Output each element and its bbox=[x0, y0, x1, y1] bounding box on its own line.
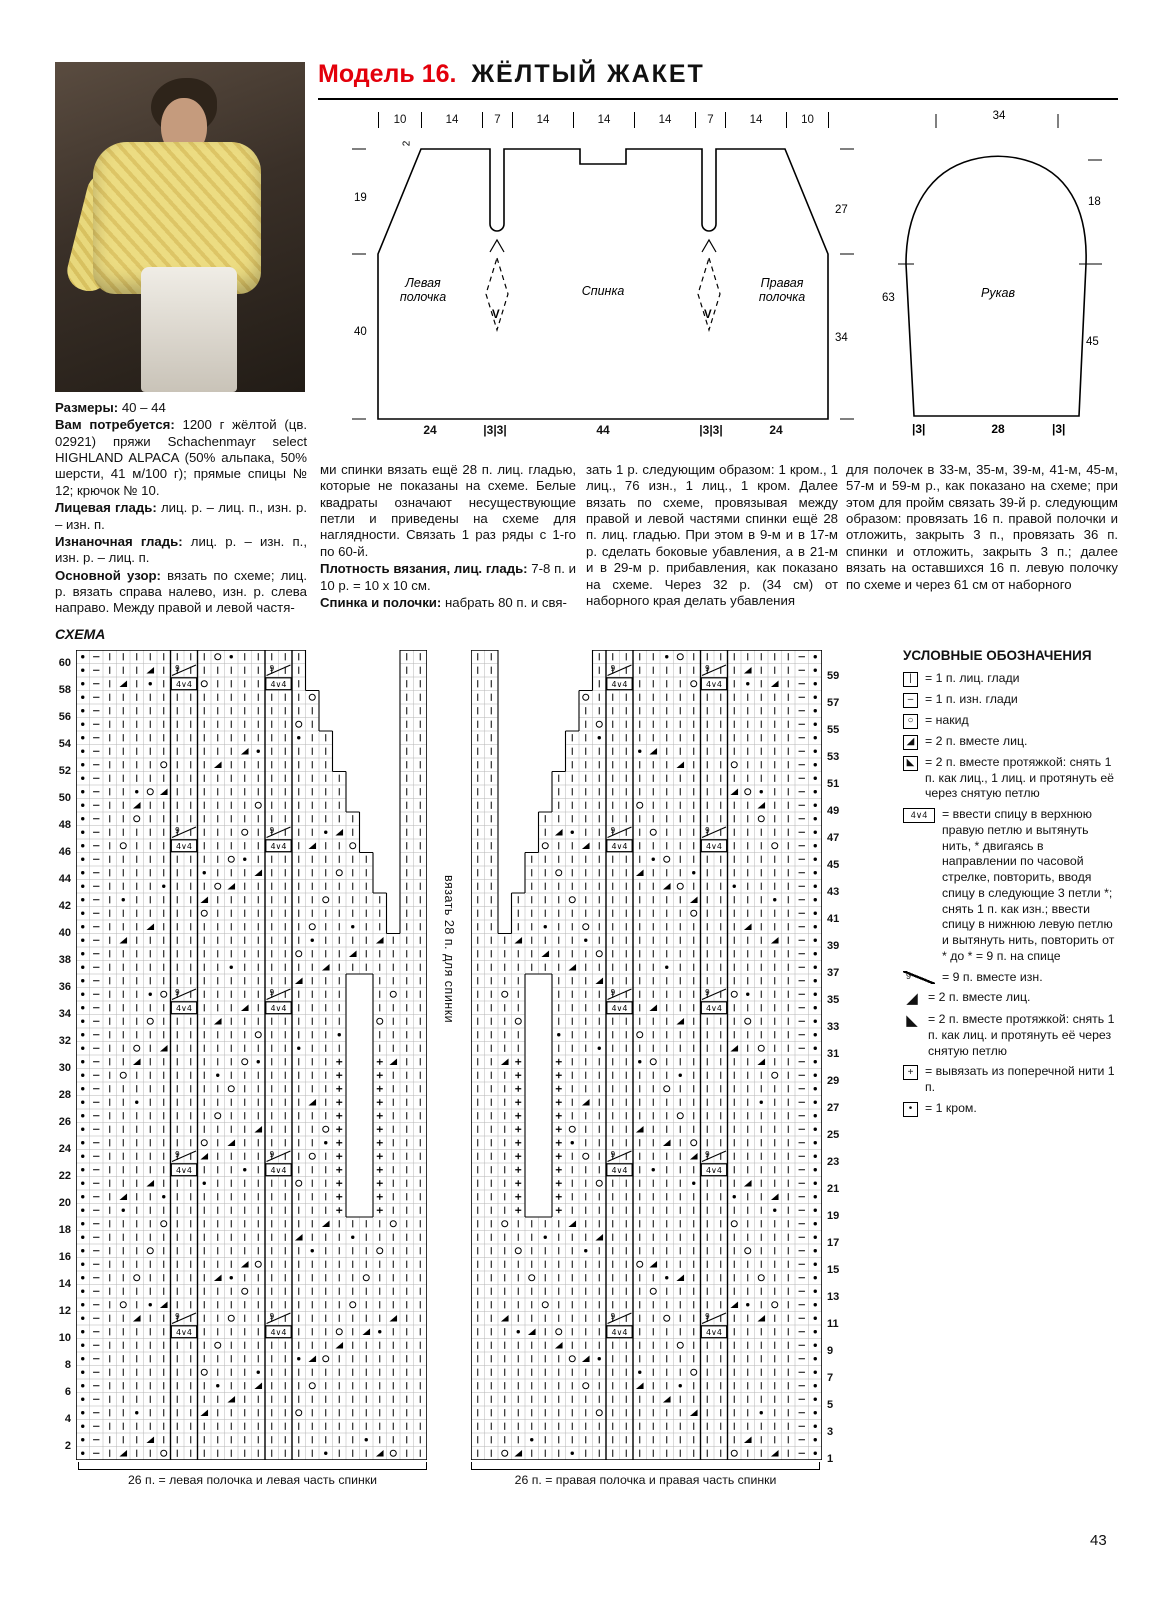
paragraph: Плотность вязания, лиц. гладь: 7-8 п. и 10 р. = 10 х 10 см. bbox=[320, 561, 576, 593]
svg-text:9: 9 bbox=[705, 664, 710, 673]
model-number-label: Модель 16. bbox=[318, 60, 457, 88]
measure-value: 14 bbox=[573, 112, 634, 128]
chart-left-panel bbox=[76, 650, 427, 1460]
svg-text:9: 9 bbox=[269, 1150, 275, 1159]
row-number: 56 bbox=[58, 711, 71, 723]
sleeve-measure-45: 45 bbox=[1086, 336, 1099, 348]
legend-text: = вывязать из поперечной нити 1 п. bbox=[925, 1064, 1115, 1095]
row-number: 60 bbox=[58, 657, 71, 669]
paragraph: Вам потребуется: 1200 г жёлтой (цв. 02921) пряжи Schachenmayr select HIGHLAND ALPACA (50% альпака, 50% шерсти, 41 м/100 г); прямые спицы № 12; крючок № 10. bbox=[55, 417, 307, 498]
svg-text:4∨4: 4∨4 bbox=[611, 1165, 628, 1175]
svg-text:9: 9 bbox=[175, 1312, 180, 1321]
paragraph: Основной узор: вязать по схеме; лиц. р. вязать справа налево, изн. р. слева направо. Между правой и левой частя- bbox=[55, 567, 307, 616]
row-number: 25 bbox=[827, 1129, 840, 1141]
row-number: 8 bbox=[64, 1359, 71, 1371]
legend-item bbox=[903, 734, 1121, 750]
legend-item bbox=[903, 692, 1121, 708]
row-number: 55 bbox=[827, 724, 840, 736]
svg-text:9: 9 bbox=[705, 1150, 710, 1159]
row-number: 41 bbox=[827, 913, 840, 925]
legend-item bbox=[903, 970, 1121, 986]
row-number: 38 bbox=[58, 954, 71, 966]
row-number: 4 bbox=[64, 1413, 71, 1425]
part-label-left-front: Левая полочка bbox=[399, 276, 447, 304]
chart-row-numbers-left bbox=[50, 650, 76, 1460]
measure-40: 40 bbox=[354, 326, 367, 338]
paragraph: Лицевая гладь: лиц. р. – лиц. п., изн. р. – изн. п. bbox=[55, 500, 307, 532]
legend-text: = 2 п. вместе лиц. bbox=[928, 990, 1031, 1005]
part-label-back: Спинка bbox=[581, 284, 625, 298]
row-number: 54 bbox=[58, 738, 71, 750]
row-number: 45 bbox=[827, 859, 840, 871]
row-number: 52 bbox=[58, 765, 71, 777]
row-number: 30 bbox=[58, 1062, 71, 1074]
chart-right-panel bbox=[471, 650, 822, 1460]
measure-value: 14 bbox=[634, 112, 695, 128]
svg-text:9: 9 bbox=[610, 826, 616, 835]
svg-text:4∨4: 4∨4 bbox=[705, 1003, 723, 1013]
row-number: 11 bbox=[827, 1318, 839, 1330]
legend-text: = 1 п. изн. глади bbox=[925, 692, 1018, 706]
measure-value: 14 bbox=[421, 112, 482, 128]
row-number: 44 bbox=[58, 873, 71, 885]
svg-text:4∨4: 4∨4 bbox=[270, 679, 287, 689]
row-number: 3 bbox=[827, 1426, 834, 1438]
row-number: 26 bbox=[58, 1116, 71, 1128]
row-number: 27 bbox=[827, 1102, 840, 1114]
header-rule bbox=[318, 98, 1118, 100]
svg-text:9: 9 bbox=[269, 826, 275, 835]
legend-item bbox=[903, 990, 1121, 1007]
paragraph: ми спинки вязать ещё 28 п. лиц. гладью, которые не показаны на схеме. Белые квадраты означают несуществующие петли и приведены на схеме для наглядности. Связать 1 раз ряды с 1-го по 60-й. bbox=[320, 462, 576, 559]
svg-text:9: 9 bbox=[705, 1312, 710, 1321]
row-number: 40 bbox=[58, 927, 71, 939]
legend-item bbox=[903, 1064, 1121, 1095]
svg-text:4∨4: 4∨4 bbox=[611, 841, 628, 851]
paragraph: Спинка и полочки: набрать 80 п. и свя- bbox=[320, 594, 567, 610]
svg-text:4∨4: 4∨4 bbox=[175, 679, 193, 689]
purl-stitch-symbol: – bbox=[903, 693, 918, 708]
text-column-1 bbox=[55, 400, 307, 618]
make-one-symbol: + bbox=[903, 1065, 918, 1080]
row-number: 39 bbox=[827, 940, 840, 952]
legend-text: = 1 кром. bbox=[925, 1100, 977, 1115]
row-number: 28 bbox=[58, 1089, 71, 1101]
row-number: 14 bbox=[58, 1278, 71, 1290]
svg-text:9: 9 bbox=[610, 1312, 616, 1321]
row-number: 49 bbox=[827, 805, 840, 817]
chart-heading: СХЕМА bbox=[55, 626, 106, 642]
measure-value: 7 bbox=[482, 112, 512, 128]
svg-text:9: 9 bbox=[705, 988, 710, 997]
row-number: 51 bbox=[827, 778, 840, 790]
row-number: 33 bbox=[827, 1021, 840, 1033]
caption-text: 26 п. = левая полочка и левая часть спинки bbox=[127, 1473, 378, 1487]
page-number: 43 bbox=[1090, 1532, 1107, 1549]
chart-center-gap bbox=[427, 650, 471, 1460]
legend-text: = 9 п. вместе изн. bbox=[942, 969, 1043, 984]
legend-items bbox=[903, 671, 1121, 1117]
svg-text:4∨4: 4∨4 bbox=[175, 841, 193, 851]
row-number: 21 bbox=[827, 1183, 840, 1195]
paragraph: зать 1 р. следующим образом: 1 кром., 1 лиц., 76 изн., 1 лиц., 1 кром. Далее вязать по схеме, провязывая между правой и левой частями спинки ещё 28 п. лиц. гладью. При этом в 9-м и в 17-м р. сделать боковые убавления, а в 21-м и в 29-м р. прибавления, как показано на схеме. Через 32 р. (34 см) от наборного края делать убавления bbox=[586, 462, 838, 608]
row-number: 15 bbox=[827, 1264, 840, 1276]
sleeve-schematic-drawing bbox=[876, 104, 1121, 449]
chart-caption-right bbox=[471, 1462, 820, 1487]
svg-text:9: 9 bbox=[610, 1150, 616, 1159]
p9tog-symbol: 9 bbox=[903, 971, 935, 984]
model-photo bbox=[55, 62, 305, 392]
row-number: 10 bbox=[58, 1332, 71, 1344]
k2tog-symbol: ◢ bbox=[903, 735, 918, 750]
measure-27: 27 bbox=[835, 204, 848, 216]
svg-text:4∨4: 4∨4 bbox=[270, 1165, 287, 1175]
ssk-symbol: ◣ bbox=[903, 756, 918, 771]
paragraph: Изнаночная гладь: лиц. р. – изн. п., изн. р. – лиц. п. bbox=[55, 533, 307, 566]
svg-text:4∨4: 4∨4 bbox=[705, 1165, 723, 1175]
svg-text:4∨4: 4∨4 bbox=[175, 1327, 193, 1337]
svg-text:9: 9 bbox=[269, 1312, 275, 1321]
chart-right-panel-grid bbox=[471, 650, 822, 1460]
chart-legend bbox=[903, 648, 1121, 1122]
measure-34-right: 34 bbox=[835, 332, 848, 344]
legend-item bbox=[903, 807, 1121, 964]
svg-text:9: 9 bbox=[610, 664, 616, 673]
sleeve-measure-18: 18 bbox=[1088, 196, 1101, 208]
row-number: 36 bbox=[58, 981, 71, 993]
row-number: 32 bbox=[58, 1035, 71, 1047]
row-number: 16 bbox=[58, 1251, 71, 1263]
caption-text: 26 п. = правая полочка и правая часть спинки bbox=[514, 1473, 777, 1487]
row-number: 5 bbox=[827, 1399, 834, 1411]
measure-value: 44 bbox=[596, 423, 610, 437]
sleeve-bottom-3-right: |3| bbox=[1052, 422, 1066, 436]
row-number: 35 bbox=[827, 994, 840, 1006]
row-number: 2 bbox=[64, 1440, 71, 1452]
k2tog-big-symbol: ◢ bbox=[906, 990, 918, 1008]
dart-mark-left: V bbox=[492, 309, 500, 321]
row-number: 47 bbox=[827, 832, 840, 844]
legend-text: = 2 п. вместе лиц. bbox=[925, 734, 1028, 748]
svg-text:4∨4: 4∨4 bbox=[611, 1327, 628, 1337]
row-number: 7 bbox=[827, 1372, 834, 1384]
knit-stitch-symbol: | bbox=[903, 672, 918, 687]
gather-nine-symbol: 4∨4 bbox=[903, 808, 935, 823]
row-number: 6 bbox=[64, 1386, 71, 1398]
measure-value: 10 bbox=[786, 112, 829, 128]
row-number: 50 bbox=[58, 792, 71, 804]
svg-text:9: 9 bbox=[705, 826, 710, 835]
svg-text:9: 9 bbox=[269, 988, 275, 997]
row-number: 42 bbox=[58, 900, 71, 912]
svg-text:9: 9 bbox=[175, 988, 180, 997]
row-number: 23 bbox=[827, 1156, 840, 1168]
back-stitches-note: вязать 28 п. для спинки bbox=[442, 875, 456, 1024]
legend-heading: УСЛОВНЫЕ ОБОЗНАЧЕНИЯ bbox=[903, 648, 1092, 663]
row-number: 37 bbox=[827, 967, 840, 979]
caption-bracket bbox=[471, 1462, 820, 1470]
legend-item bbox=[903, 1012, 1121, 1059]
measure-value: 24 bbox=[423, 423, 437, 437]
text-column-4 bbox=[846, 462, 1118, 594]
body-bottom-measures bbox=[378, 422, 828, 438]
row-number: 59 bbox=[827, 670, 840, 682]
pattern-schematics bbox=[318, 104, 1120, 456]
measure-value: |3|3| bbox=[699, 423, 723, 437]
row-number: 57 bbox=[827, 697, 840, 709]
row-number: 29 bbox=[827, 1075, 840, 1087]
measure-2: 2 bbox=[401, 140, 413, 147]
row-number: 34 bbox=[58, 1008, 71, 1020]
svg-text:4∨4: 4∨4 bbox=[175, 1003, 193, 1013]
svg-text:9: 9 bbox=[610, 988, 616, 997]
svg-text:4∨4: 4∨4 bbox=[270, 841, 287, 851]
svg-text:4∨4: 4∨4 bbox=[175, 1165, 193, 1175]
caption-bracket bbox=[78, 1462, 427, 1470]
row-number: 58 bbox=[58, 684, 71, 696]
sleeve-measure-34: 34 bbox=[992, 110, 1006, 122]
page-title: ЖЁЛТЫЙ ЖАКЕТ bbox=[471, 60, 705, 88]
row-number: 22 bbox=[58, 1170, 71, 1182]
white-dress-shape bbox=[141, 267, 237, 392]
page-header bbox=[318, 60, 1118, 89]
row-number: 43 bbox=[827, 886, 840, 898]
measure-value: 14 bbox=[512, 112, 573, 128]
svg-text:9: 9 bbox=[175, 1150, 180, 1159]
row-number: 46 bbox=[58, 846, 71, 858]
body-top-measures bbox=[378, 112, 829, 128]
text-column-3 bbox=[586, 462, 838, 610]
svg-text:9: 9 bbox=[269, 664, 275, 673]
row-number: 24 bbox=[58, 1143, 71, 1155]
row-number: 48 bbox=[58, 819, 71, 831]
row-number: 1 bbox=[827, 1453, 834, 1465]
svg-text:4∨4: 4∨4 bbox=[611, 1003, 628, 1013]
legend-item bbox=[903, 671, 1121, 687]
chart-left-panel-grid bbox=[76, 650, 427, 1460]
svg-text:4∨4: 4∨4 bbox=[270, 1327, 287, 1337]
part-label-sleeve: Рукав bbox=[981, 286, 1015, 300]
row-number: 13 bbox=[827, 1291, 840, 1303]
svg-text:9: 9 bbox=[175, 664, 180, 673]
sleeve-bottom-3-left: |3| bbox=[912, 422, 926, 436]
measure-19: 19 bbox=[354, 192, 367, 204]
legend-text: = 2 п. вместе протяжкой: снять 1 п. как лиц. и протянуть её через снятую петлю bbox=[928, 1012, 1115, 1058]
svg-text:4∨4: 4∨4 bbox=[705, 841, 723, 851]
part-label-right-front: Правая полочка bbox=[758, 276, 806, 304]
legend-text: = ввести спицу в верхнюю правую петлю и вытянуть нить, * двигаясь в направлении по часовой стрелке, повторить, вводя спицу в следующие 3 петли *; снять 1 п. как изн.; ввести спицу в нижнюю левую петлю и вытянуть нить, повторить от * до * = 9 п. на спице bbox=[942, 807, 1115, 963]
measure-value: 7 bbox=[695, 112, 725, 128]
paragraph: для полочек в 33-м, 35-м, 39-м, 41-м, 45-м, 57-м и 59-м р., как показано на схеме; при этом для пройм связать 39-й р. следующим образом: провязать 16 п. правой полочки и отложить, закрыть 3 п., провязать 36 п. спинки и отложить, закрыть 3 п.; далее вязать на оставшихся 16 п. левую полочку по схеме и через 61 см от наборного bbox=[846, 462, 1118, 592]
measure-value: 24 bbox=[769, 423, 783, 437]
legend-text: = 2 п. вместе протяжкой: снять 1 п. как лиц., 1 лиц. и протянуть её через снятую петлю bbox=[925, 755, 1115, 801]
row-number: 17 bbox=[827, 1237, 840, 1249]
row-number: 19 bbox=[827, 1210, 840, 1222]
measure-value: |3|3| bbox=[483, 423, 507, 437]
chart-row-numbers-right bbox=[822, 663, 848, 1473]
sleeve-bottom-28: 28 bbox=[991, 422, 1005, 436]
measure-value: 10 bbox=[378, 112, 421, 128]
measure-value: 14 bbox=[725, 112, 786, 128]
paragraph: Размеры: 40 – 44 bbox=[55, 400, 166, 415]
svg-text:4∨4: 4∨4 bbox=[270, 1003, 287, 1013]
row-number: 18 bbox=[58, 1224, 71, 1236]
chart-caption-left bbox=[78, 1462, 427, 1487]
svg-text:4∨4: 4∨4 bbox=[705, 679, 723, 689]
knitting-chart bbox=[50, 650, 848, 1473]
row-number: 9 bbox=[827, 1345, 834, 1357]
svg-text:4∨4: 4∨4 bbox=[705, 1327, 723, 1337]
selvedge-symbol: • bbox=[903, 1102, 918, 1117]
text-column-2 bbox=[320, 462, 576, 612]
yarn-over-symbol: ○ bbox=[903, 714, 918, 729]
ssk-big-symbol: ◣ bbox=[906, 1012, 918, 1030]
legend-text: = 1 п. лиц. глади bbox=[925, 671, 1020, 685]
legend-text: = накид bbox=[925, 713, 969, 727]
svg-text:9: 9 bbox=[175, 826, 180, 835]
row-number: 12 bbox=[58, 1305, 71, 1317]
sleeve-measure-63: 63 bbox=[882, 292, 895, 304]
row-number: 53 bbox=[827, 751, 840, 763]
legend-item bbox=[903, 1101, 1121, 1117]
legend-item bbox=[903, 713, 1121, 729]
row-number: 31 bbox=[827, 1048, 840, 1060]
svg-text:4∨4: 4∨4 bbox=[611, 679, 628, 689]
legend-item bbox=[903, 755, 1121, 802]
dart-mark-right: V bbox=[704, 309, 712, 321]
row-number: 20 bbox=[58, 1197, 71, 1209]
